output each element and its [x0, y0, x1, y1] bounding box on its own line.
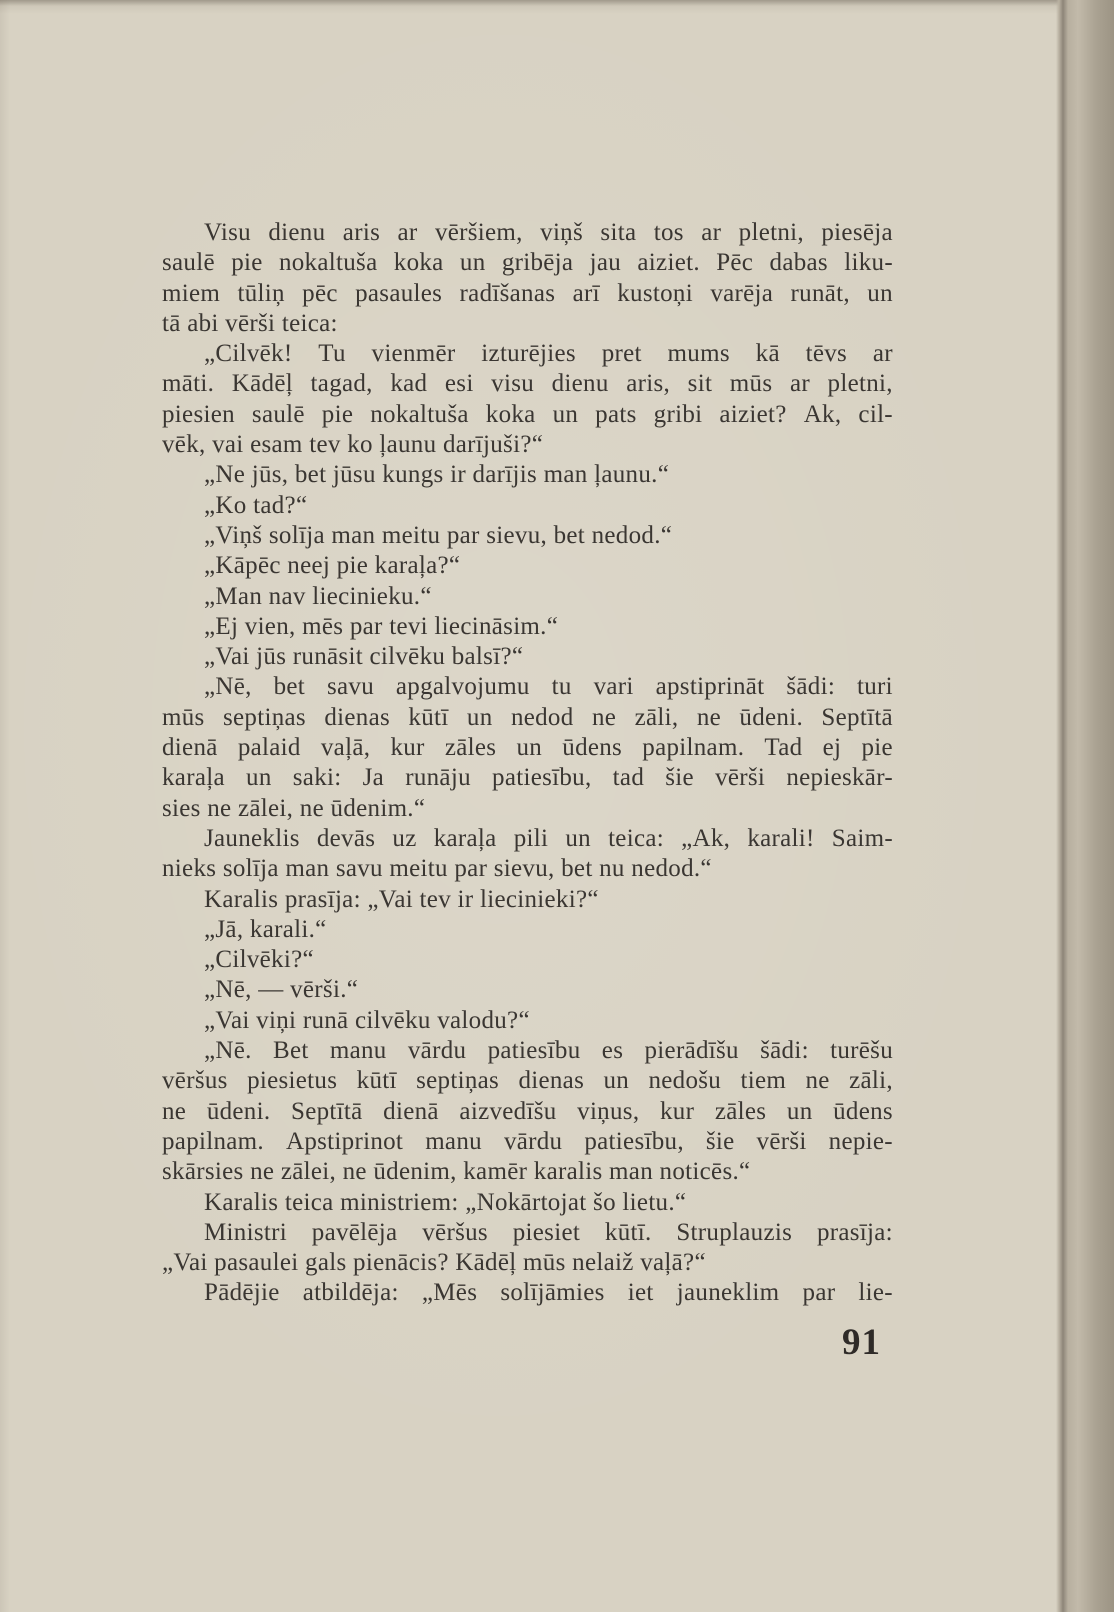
text-line: „Ne jūs, bet jūsu kungs ir darījis man ļaunu.“ — [204, 461, 670, 489]
text-line: Ministri pavēlēja vēršus piesiet kūtī. Struplauzis prasīja: — [204, 1218, 893, 1246]
text-line: saulē pie nokaltuša koka un gribēja jau aiziet. Pēc dabas liku- — [162, 249, 893, 277]
paragraph — [162, 582, 893, 612]
paragraph — [162, 1188, 893, 1218]
text-line: skārsies ne zālei, ne ūdenim, kamēr karalis man noticēs.“ — [162, 1158, 751, 1186]
text-line: „Cilvēki?“ — [204, 946, 314, 974]
text-line: „Nē, — vērši.“ — [204, 976, 359, 1004]
text-line: „Nē, bet savu apgalvojumu tu vari apstiprināt šādi: turi — [204, 673, 893, 701]
text-line: „Vai viņi runā cilvēku valodu?“ — [204, 1006, 530, 1034]
paragraph — [162, 339, 893, 460]
paragraph — [162, 824, 893, 885]
text-line: „Nē. Bet manu vārdu patiesību es pierādīšu šādi: turēšu — [204, 1037, 893, 1065]
text-line: sies ne zālei, ne ūdenim.“ — [162, 794, 426, 822]
text-line: „Cilvēk! Tu vienmēr izturējies pret mums kā tēvs ar — [204, 340, 893, 368]
text-line: Visu dienu aris ar vēršiem, viņš sita tos ar pletni, piesēja — [204, 219, 893, 246]
text-line: tā abi vērši teica: — [162, 309, 338, 337]
paragraph — [162, 672, 893, 823]
paragraph — [162, 1218, 893, 1279]
text-line: dienā palaid vaļā, kur zāles un ūdens papilnam. Tad ej pie — [162, 734, 893, 762]
page-right-edge — [1056, 0, 1114, 1612]
page-top-edge — [0, 0, 1114, 6]
paragraph — [162, 885, 893, 915]
paragraph — [162, 551, 893, 581]
paragraph — [162, 915, 893, 945]
paragraph — [162, 218, 893, 339]
paragraph — [162, 642, 893, 672]
paragraph — [162, 1036, 893, 1187]
paragraph — [162, 1278, 893, 1308]
text-line: karaļa un saki: Ja runāju patiesību, tad šie vērši nepieskār- — [162, 764, 893, 792]
text-line: miem tūliņ pēc pasaules radīšanas arī kustoņi varēja runāt, un — [162, 279, 893, 307]
text-line: „Vai jūs runāsit cilvēku balsī?“ — [204, 643, 524, 671]
text-line: vēk, vai esam tev ko ļaunu darījuši?“ — [162, 431, 544, 459]
text-line: „Man nav liecinieku.“ — [204, 582, 432, 610]
text-line: „Jā, karali.“ — [204, 915, 327, 943]
text-line: Pādējie atbildēja: „Mēs solījāmies iet jauneklim par lie- — [204, 1279, 893, 1307]
text-line: „Kāpēc neej pie karaļa?“ — [204, 552, 461, 580]
text-line: piesien saulē pie nokaltuša koka un pats gribi aiziet? Ak, cil- — [162, 400, 893, 428]
text-line: ne ūdeni. Septītā dienā aizvedīšu viņus, kur zāles un ūdens — [162, 1097, 893, 1125]
paragraph — [162, 945, 893, 975]
text-line: „Ko tad?“ — [204, 491, 308, 519]
text-line: nieks solīja man savu meitu par sievu, bet nu nedod.“ — [162, 855, 712, 883]
paragraph — [162, 975, 893, 1005]
paragraph — [162, 612, 893, 642]
paragraph — [162, 521, 893, 551]
text-line: Karalis teica ministriem: „Nokārtojat šo lietu.“ — [204, 1188, 687, 1216]
text-line: māti. Kādēļ tagad, kad esi visu dienu aris, sit mūs ar pletni, — [162, 370, 893, 398]
paragraph — [162, 1006, 893, 1036]
page-number: 91 — [842, 1322, 881, 1363]
text-line: vēršus piesietus kūtī septiņas dienas un nedošu tiem ne zāli, — [162, 1067, 893, 1095]
text-line: „Viņš solīja man meitu par sievu, bet nedod.“ — [204, 521, 673, 549]
text-line: papilnam. Apstiprinot manu vārdu patiesību, šie vērši nepie- — [162, 1127, 893, 1155]
paragraph — [162, 460, 893, 490]
text-line: mūs septiņas dienas kūtī un nedod ne zāli, ne ūdeni. Septītā — [162, 703, 893, 731]
text-line: Karalis prasīja: „Vai tev ir liecinieki?“ — [204, 885, 599, 913]
text-line: „Ej vien, mēs par tevi liecināsim.“ — [204, 612, 559, 640]
paragraph — [162, 491, 893, 521]
body-text — [162, 218, 893, 1309]
text-line: Jauneklis devās uz karaļa pili un teica: „Ak, karali! Saim- — [204, 824, 893, 852]
text-line: „Vai pasaulei gals pienācis? Kādēļ mūs nelaiž vaļā?“ — [162, 1249, 706, 1277]
